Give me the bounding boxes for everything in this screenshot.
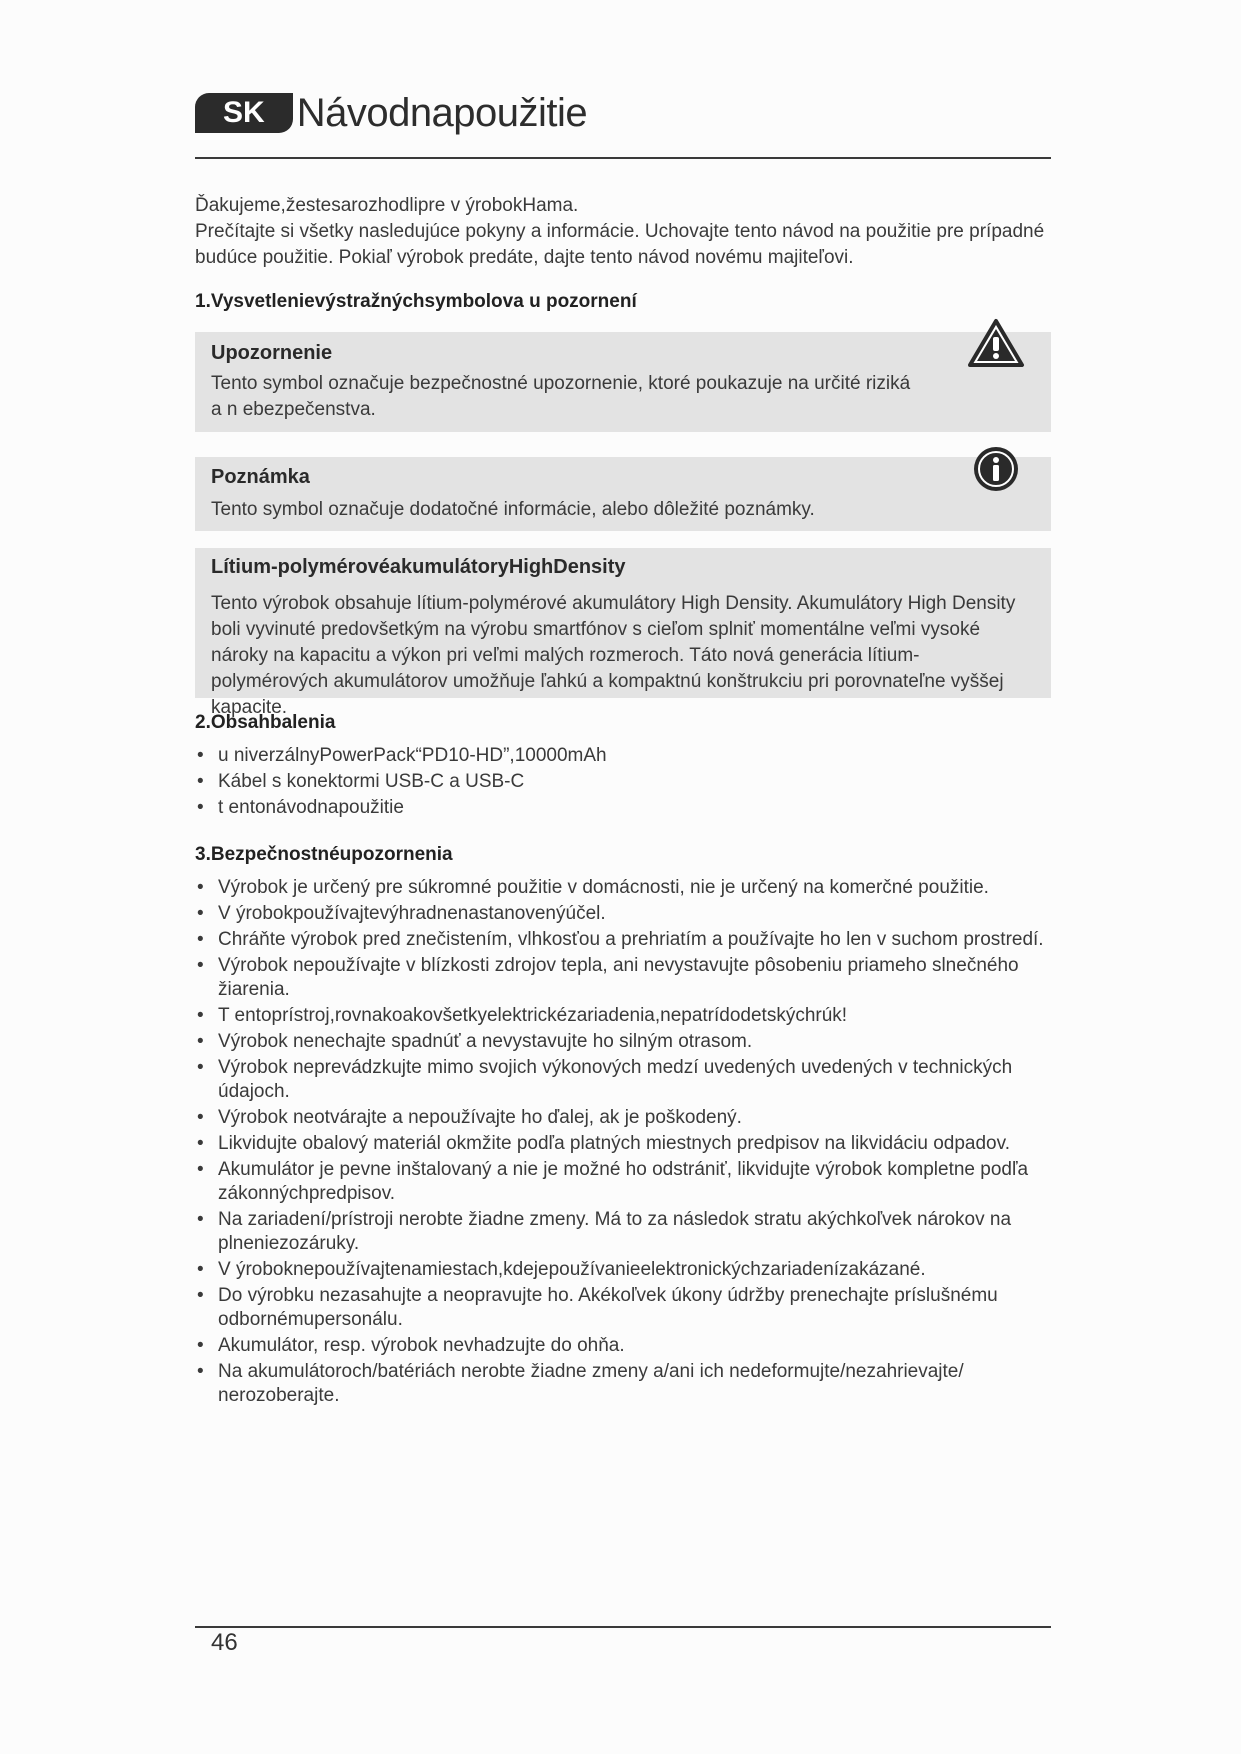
battery-title: Lítium-polymérovéakumulátoryHighDensity — [211, 556, 626, 578]
note-text: Tento symbol označuje dodatočné informácie, alebo dôležité poznámky. — [211, 499, 815, 520]
package-contents-list — [195, 744, 1065, 822]
section-3-heading: 3.Bezpečnostnéupozornenia — [195, 844, 453, 865]
list-item: • Kábel s konektormi USB-C a USB-C — [195, 770, 1065, 794]
list-item: • Výrobok nenechajte spadnúť a nevystavujte ho silným otrasom. — [195, 1030, 1065, 1054]
language-badge: SK — [195, 93, 293, 133]
warning-title: Upozornenie — [211, 342, 333, 364]
list-item: • Do výrobku nezasahujte a neopravujte ho. Akékoľvek úkony údržby prenechajte príslušnému odbornémupersonálu. — [195, 1284, 1065, 1332]
safety-notes-list — [195, 876, 1065, 1410]
list-item: • Akumulátor je pevne inštalovaný a nie je možné ho odstrániť, likvidujte výrobok kompletne podľa zákonnýchpredpisov. — [195, 1158, 1065, 1206]
section-2-heading: 2.Obsahbalenia — [195, 712, 336, 733]
intro-line-2: Prečítajte si všetky nasledujúce pokyny a informácie. Uchovajte tento návod na použitie pre prípadné budúce použitie. Pokiaľ výrobok predáte, dajte tento návod novému majiteľovi. — [195, 221, 1045, 268]
list-item: • V ýrobokneрoužívajtenamiestach,kdejepoužívanieelektronickýchzariadenízakázané. — [195, 1258, 1065, 1282]
list-item: • Na zariadení/prístroji nerobte žiadne zmeny. Má to za následok stratu akýchkoľvek nárokov na plneniezozáruky. — [195, 1208, 1065, 1256]
header-rule — [195, 157, 1051, 159]
list-item: • V ýrobokpoužívajtevýhradnenastanovenýúčel. — [195, 902, 1065, 926]
note-box — [195, 457, 1051, 531]
list-item: • Chráňte výrobok pred znečistením, vlhkosťou a prehriatím a používajte ho len v suchom prostredí. — [195, 928, 1065, 952]
list-item: • Výrobok neprevádzkujte mimo svojich výkonových medzí uvedených uvedených v technických údajoch. — [195, 1056, 1065, 1104]
section-1-heading: 1.Vysvetlenievýstražnýchsymbolova u pozornení — [195, 291, 637, 312]
list-item: • T entoprístroj,rovnakoakovšetkyelektrickézariadenia,nepatrídodetskýchrúk! — [195, 1004, 1065, 1028]
list-item: • Na akumulátoroch/batériách nerobte žiadne zmeny a/ani ich nedeformujte/nezahrievajte/ nerozoberajte. — [195, 1360, 1065, 1408]
warning-triangle-icon — [967, 318, 1025, 368]
list-item: • Likvidujte obalový materiál okmžite podľa platných miestnych predpisov na likvidáciu odpadov. — [195, 1132, 1065, 1156]
footer-rule — [195, 1626, 1051, 1628]
list-item: • Výrobok neotvárajte a nepoužívajte ho ďalej, ak je poškodený. — [195, 1106, 1065, 1130]
list-item: • u niverzálnyPowerPack“PD10-HD”,10000mAh — [195, 744, 1065, 768]
warning-box — [195, 332, 1051, 432]
battery-box — [195, 548, 1051, 718]
info-icon — [972, 445, 1020, 493]
list-item: • t entonávodnapoužitie — [195, 796, 1065, 820]
page-title: Návodnapoužitie — [296, 90, 588, 135]
intro-text — [195, 193, 1065, 271]
list-item: • Výrobok nepoužívajte v blízkosti zdrojov tepla, ani nevystavujte pôsobeniu priameho slnečného žiarenia. — [195, 954, 1065, 1002]
warning-text: Tento symbol označuje bezpečnostné upozornenie, ktoré poukazuje na určité riziká a n ebezpečenstva. — [211, 373, 911, 420]
page-number: 46 — [211, 1629, 238, 1656]
list-item: • Výrobok je určený pre súkromné použitie v domácnosti, nie je určený na komerčné použitie. — [195, 876, 1065, 900]
intro-line-1: Ďakujeme,žestesarozhodlipre v ýrobokHama. — [195, 195, 579, 216]
battery-text: Tento výrobok obsahuje lítium-polymérové akumulátory High Density. Akumulátory High Density boli vyvinuté predovšetkým na výrobu smartfónov s cieľom splniť momentálne veľmi vysoké nároky na kapacitu a výkon pri veľmi malých rozmeroch. Táto nová generácia lítium-polymérových akumulátorov umožňuje ľahkú a kompaktnú konštrukciu pri porovnateľne vyššej kapacite. — [211, 593, 1016, 718]
list-item: • Akumulátor, resp. výrobok nevhadzujte do ohňa. — [195, 1334, 1065, 1358]
page-header — [195, 88, 587, 138]
note-title: Poznámka — [211, 466, 310, 488]
